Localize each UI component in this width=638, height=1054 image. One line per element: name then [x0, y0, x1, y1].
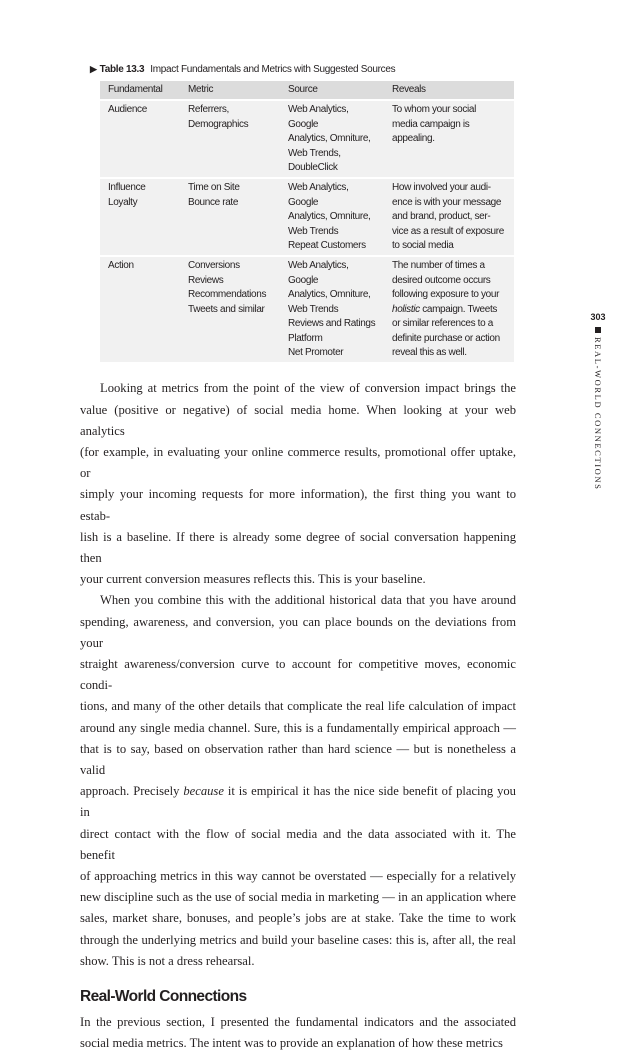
table-caption — [90, 62, 638, 77]
cell-line: and brand, product, ser- — [392, 211, 491, 223]
text-line: new discipline such as the use of social media in marketing — in an application where — [80, 890, 516, 905]
cell-line: Analytics, Omniture, — [288, 289, 371, 301]
text-line: show. This is not a dress rehearsal. — [80, 953, 255, 968]
text-line: value (positive or negative) of social media home. When looking at your web analytics — [80, 402, 516, 438]
cell-fundamental — [100, 100, 180, 178]
cell-line: Web Trends — [288, 225, 339, 237]
body-text — [80, 378, 516, 972]
cell-line: to social media — [392, 240, 454, 252]
cell-line: Repeat Customers — [288, 240, 366, 252]
cell-line: Platform — [288, 332, 323, 344]
text-line: approach. Precisely because it is empirical it has the nice side benefit of placing you in — [80, 784, 516, 820]
header-source: Source — [280, 81, 384, 100]
cell-line: Referrers, Demographics — [188, 104, 249, 130]
text-line: social media metrics. The intent was to provide an explanation of how these metrics — [80, 1036, 503, 1051]
cell-line: Influence Loyalty — [108, 182, 146, 208]
cell-line: Audience — [108, 104, 147, 116]
text-line: through the underlying metrics and build your baseline cases: this is, after all, the real — [80, 932, 516, 947]
table-header-row — [100, 81, 514, 100]
text-line: tions, and many of the other details that complicate the real life calculation of impact — [80, 699, 516, 714]
cell-line: reveal this as well. — [392, 346, 467, 358]
text-line: Looking at metrics from the point of the view of conversion impact brings the — [100, 381, 516, 396]
section-heading: Real-World Connections — [80, 988, 247, 1005]
page-number: 303 — [590, 312, 606, 322]
cell-line: Action — [108, 260, 134, 272]
table-label: Table 13.3 — [99, 64, 145, 75]
cell-line: Analytics, Omniture, — [288, 133, 371, 145]
cell-metric — [180, 256, 280, 362]
cell-source — [280, 178, 384, 256]
text-line: around any single media channel. Sure, this is a fundamentally empirical approach — — [80, 720, 516, 735]
cell-line: media campaign is — [392, 118, 470, 130]
cell-line: vice as a result of exposure — [392, 225, 504, 237]
cell-line: holistic campaign. Tweets — [392, 303, 498, 315]
cell-line: How involved your audi- — [392, 182, 491, 194]
table-row — [100, 256, 514, 362]
text-line: When you combine this with the additional historical data that you have around — [100, 593, 516, 608]
triangle-icon: ▶ — [90, 64, 97, 74]
text-line: your current conversion measures reflects this. This is your baseline. — [80, 572, 426, 587]
cell-line: To whom your social — [392, 104, 476, 116]
text-line: spending, awareness, and conversion, you can place bounds on the deviations from your — [80, 614, 516, 650]
cell-line: Web Analytics, Google — [288, 260, 349, 286]
cell-line: Reviews — [188, 274, 224, 286]
header-fundamental: Fundamental — [100, 81, 180, 100]
cell-line: desired outcome occurs — [392, 274, 491, 286]
table-title: Impact Fundamentals and Metrics with Suggested Sources — [150, 64, 396, 75]
text-line: direct contact with the flow of social media and the data associated with it. The benefit — [80, 826, 516, 862]
cell-line: Time on Site — [188, 182, 240, 194]
cell-metric — [180, 178, 280, 256]
text-line: In the previous section, I presented the fundamental indicators and the associated — [80, 1015, 516, 1029]
cell-line: Reviews and Ratings — [288, 318, 376, 330]
cell-source — [280, 100, 384, 178]
cell-fundamental — [100, 256, 180, 362]
text-line: that is to say, based on observation rather than hard science — but is nonetheless a valid — [80, 741, 516, 777]
cell-line: or similar references to a — [392, 318, 493, 330]
text-line: sales, market share, bonuses, and people’s jobs are at stake. Take the time to work — [80, 911, 516, 926]
text-line: (for example, in evaluating your online commerce results, promotional offer uptake, or — [80, 444, 516, 481]
header-metric: Metric — [180, 81, 280, 100]
table-row — [100, 100, 514, 178]
cell-source — [280, 256, 384, 362]
cell-line: following exposure to your — [392, 289, 500, 301]
text-line: lish is a baseline. If there is already some degree of social conversation happening then — [80, 529, 516, 565]
cell-line: Analytics, Omniture, — [288, 211, 371, 223]
header-reveals: Reveals — [384, 81, 514, 100]
page-margin — [586, 312, 610, 490]
cell-line: Web Trends — [288, 303, 339, 315]
cell-line: Tweets and similar — [188, 303, 265, 315]
cell-line: Conversions — [188, 260, 240, 272]
section-body-text — [80, 1012, 516, 1054]
square-bullet-icon — [595, 327, 601, 333]
cell-reveals — [384, 100, 514, 178]
cell-line: Web Analytics, Google — [288, 182, 349, 208]
cell-line: definite purchase or action — [392, 332, 500, 344]
impact-metrics-table — [100, 81, 514, 362]
italic-emphasis: holistic — [392, 303, 420, 315]
cell-line: appealing. — [392, 133, 435, 145]
italic-emphasis: because — [183, 784, 224, 799]
cell-line: Web Analytics, Google — [288, 104, 349, 130]
cell-fundamental — [100, 178, 180, 256]
cell-line: The number of times a — [392, 260, 485, 272]
cell-line: ence is with your message — [392, 196, 502, 208]
text-line: of approaching metrics in this way cannot be overstated — especially for a relatively — [80, 868, 516, 883]
cell-metric — [180, 100, 280, 178]
cell-line: Net Promoter — [288, 346, 344, 358]
cell-line: Web Trends, DoubleClick — [288, 147, 341, 174]
cell-reveals — [384, 256, 514, 362]
cell-reveals — [384, 178, 514, 256]
page-content — [0, 62, 638, 1054]
text-line: simply your incoming requests for more information), the first thing you want to estab- — [80, 487, 516, 523]
cell-line: Recommendations — [188, 289, 267, 301]
running-section-title: REAL-WORLD CONNECTIONS — [593, 337, 603, 491]
text-line: straight awareness/conversion curve to account for competitive moves, economic condi- — [80, 656, 516, 693]
cell-line: Bounce rate — [188, 196, 239, 208]
table-row — [100, 178, 514, 256]
